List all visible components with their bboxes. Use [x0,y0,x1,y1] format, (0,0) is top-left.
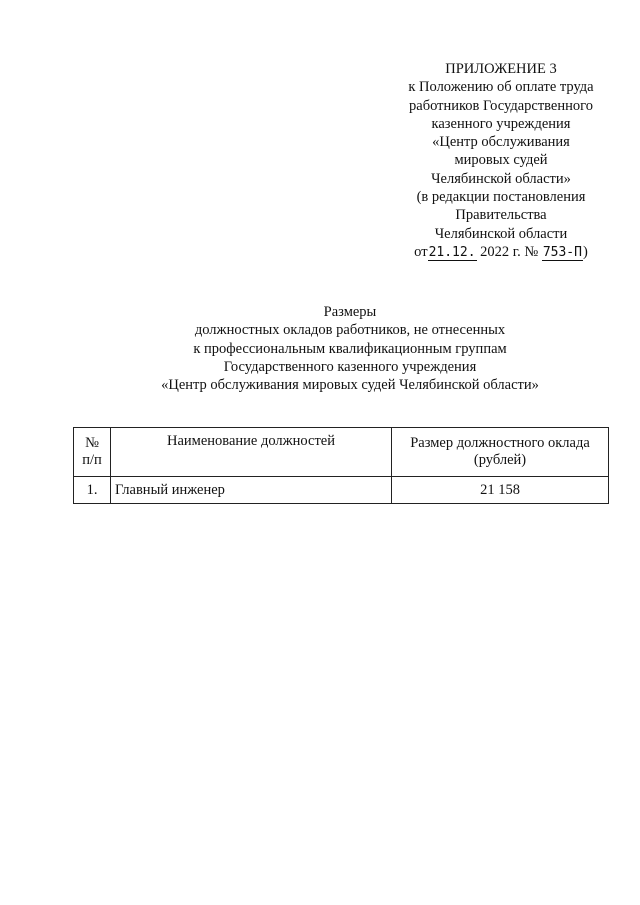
appendix-line: «Центр обслуживания [432,134,570,151]
appendix-line: Челябинской области» [431,170,571,187]
title-line: к профессиональным квалификационным группам [193,340,507,357]
row-position: Главный инженер [111,477,392,504]
document-title [0,303,640,394]
decree-number: 753-П [542,244,582,260]
appendix-line: казенного учреждения [431,115,571,132]
header-salary-label: Размер должностного оклада [410,434,590,451]
row-num: 1. [74,477,111,504]
appendix-line: мировых судей [454,152,548,169]
header-salary [392,428,609,477]
appendix-line: работников Государственного [409,97,593,114]
row-salary: 21 158 [392,477,609,504]
date-value: 21.12. [428,244,476,260]
appendix-header [388,60,614,262]
appendix-line: Челябинской области [434,225,568,242]
header-num [74,428,111,477]
appendix-line: к Положению об оплате труда [408,79,594,96]
header-salary-unit: (рублей) [473,452,527,468]
table-row [74,477,609,504]
appendix-date-line [388,243,614,262]
header-name: Наименование должностей [111,428,392,477]
salary-table [73,427,609,504]
date-prefix: от [414,243,428,260]
appendix-line: Правительства [455,207,547,224]
appendix-line: (в редакции постановления [416,189,586,206]
year-text: 2022 г. № [480,243,539,260]
header-num-label: п/п [82,452,102,468]
title-line: Государственного казенного учреждения [223,358,477,375]
title-line: «Центр обслуживания мировых судей Челябинской области» [161,377,539,394]
table-header-row [74,428,609,477]
title-line: Размеры [323,304,377,320]
title-line: должностных окладов работников, не отнесенных [194,322,506,339]
appendix-title: ПРИЛОЖЕНИЕ 3 [445,61,557,77]
header-num-symbol: № [85,434,99,451]
closing-paren: ) [582,243,588,260]
